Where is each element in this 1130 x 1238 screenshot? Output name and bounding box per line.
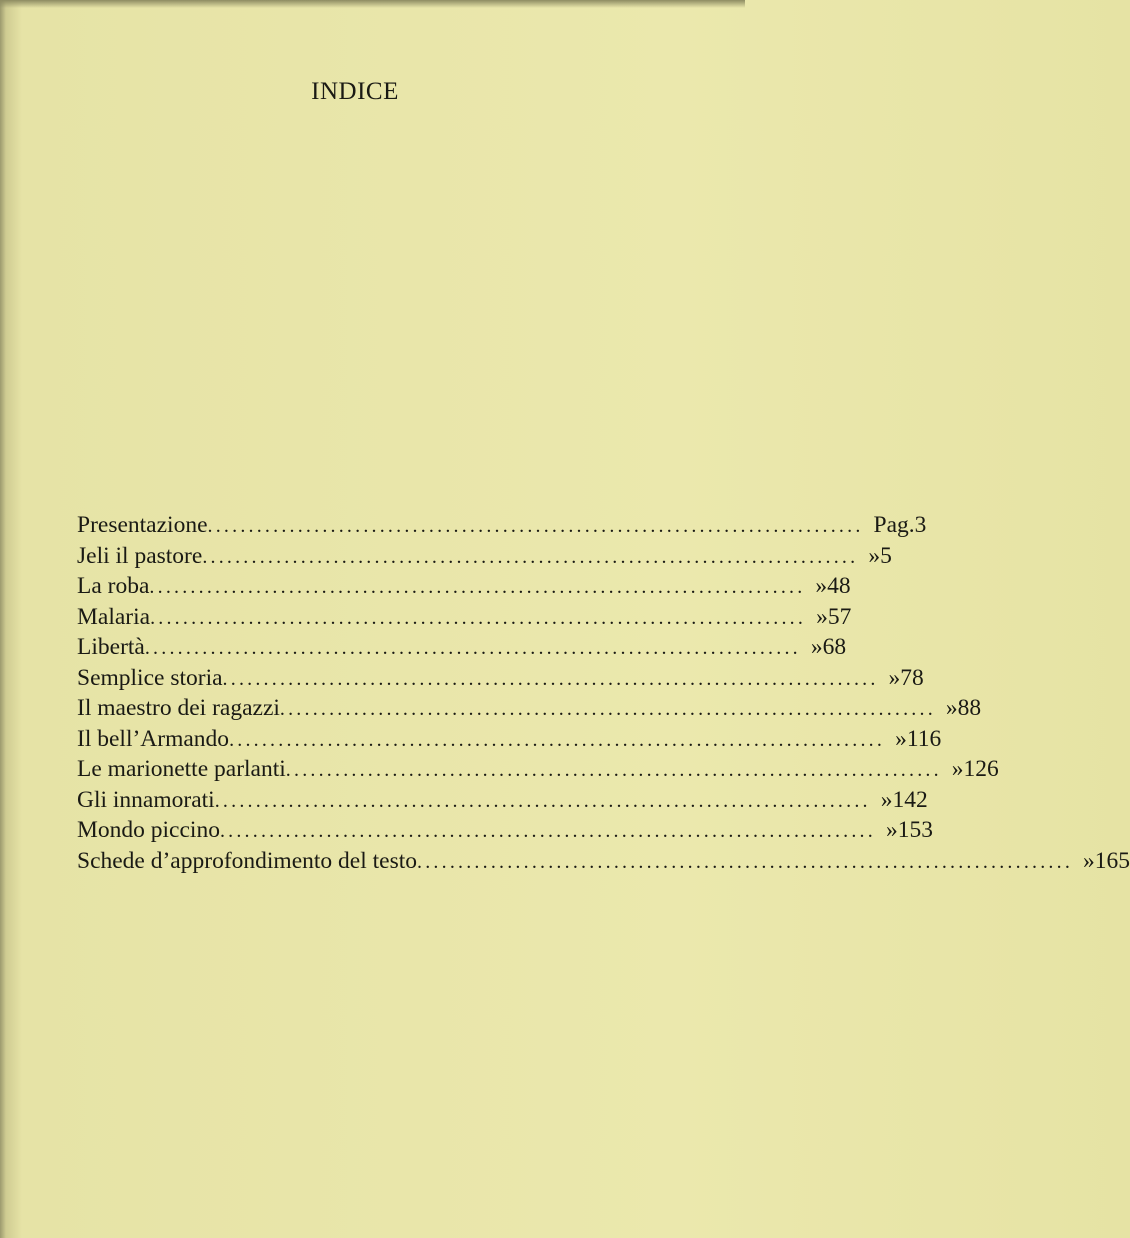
toc-entry-page-number: 5 (880, 542, 892, 569)
toc-entry-title: Presentazione (77, 512, 208, 538)
dot-leader: ................................................................................ (222, 667, 879, 690)
dot-leader: ................................................................................ (149, 576, 806, 598)
toc-entry-page-marker: » (885, 817, 898, 843)
toc-entry-page-marker: Pag. (873, 512, 915, 538)
toc-entry-page-number: 116 (906, 725, 942, 752)
toc-entry (77, 754, 999, 785)
dot-leader: ................................................................................ (417, 850, 1074, 873)
toc-entry-page-marker: » (945, 695, 958, 721)
toc-entry-page-marker: » (951, 756, 964, 782)
toc-entry (77, 541, 892, 572)
toc-entry-title: Mondo piccino (77, 817, 220, 843)
toc-entry-page-marker: » (880, 786, 893, 813)
dot-leader: ................................................................................ (229, 728, 886, 751)
toc-entry (77, 693, 982, 724)
toc-entry (77, 815, 933, 846)
toc-entry-title: Semplice storia (77, 664, 223, 691)
toc-entry (77, 602, 852, 633)
toc-entry (77, 846, 1130, 877)
toc-entry-title: Le marionette parlanti (77, 756, 286, 782)
toc-entry (77, 510, 927, 541)
page-title: INDICE (311, 78, 399, 105)
toc-entry (77, 724, 942, 755)
toc-entry (77, 571, 851, 602)
toc-entry-title: Libertà (77, 634, 145, 660)
page-edge-shadow (0, 0, 745, 8)
toc-entry (77, 785, 928, 816)
toc-entry-page-marker: » (868, 542, 881, 569)
toc-entry-page-number: 68 (822, 634, 847, 660)
dot-leader: ................................................................................ (214, 789, 871, 812)
toc-entry-title: Il maestro dei ragazzi (77, 695, 280, 721)
toc-entry-title: Il bell’Armando (77, 725, 230, 752)
toc-entry-page-marker: » (810, 634, 823, 660)
dot-leader: ................................................................................ (202, 545, 859, 568)
dot-leader: ................................................................................ (144, 637, 801, 659)
table-of-contents (77, 510, 1130, 876)
toc-entry-page-marker: » (888, 664, 901, 691)
toc-entry-page-number: 57 (827, 603, 852, 630)
toc-entry-page-number: 153 (897, 817, 933, 843)
toc-entry-title: Gli innamorati (77, 786, 215, 813)
toc-entry-title: Malaria (77, 603, 151, 630)
toc-entry (77, 663, 924, 694)
toc-entry (77, 632, 847, 663)
toc-entry-page-number: 78 (900, 664, 924, 691)
dot-leader: ................................................................................ (219, 820, 876, 842)
toc-entry-page-number: 48 (827, 573, 851, 599)
dot-leader: ................................................................................ (279, 698, 936, 720)
toc-entry-page-number: 3 (914, 512, 927, 538)
toc-entry-page-marker: » (1083, 847, 1095, 874)
toc-entry-page-marker: » (895, 725, 907, 752)
toc-entry-page-marker: » (816, 603, 828, 630)
toc-entry-title: Jeli il pastore (77, 542, 203, 569)
toc-entry-title: Schede d’approfondimento del testo (77, 847, 418, 874)
toc-entry-page-number: 126 (963, 756, 999, 782)
dot-leader: ................................................................................ (285, 759, 942, 781)
toc-entry-title: La roba (77, 573, 150, 599)
toc-entry-page-marker: » (815, 573, 828, 599)
dot-leader: ................................................................................ (150, 606, 807, 629)
dot-leader: ................................................................................ (207, 515, 864, 537)
toc-entry-page-number: 165 (1094, 847, 1130, 874)
toc-entry-page-number: 88 (957, 695, 982, 721)
toc-entry-page-number: 142 (892, 786, 928, 813)
